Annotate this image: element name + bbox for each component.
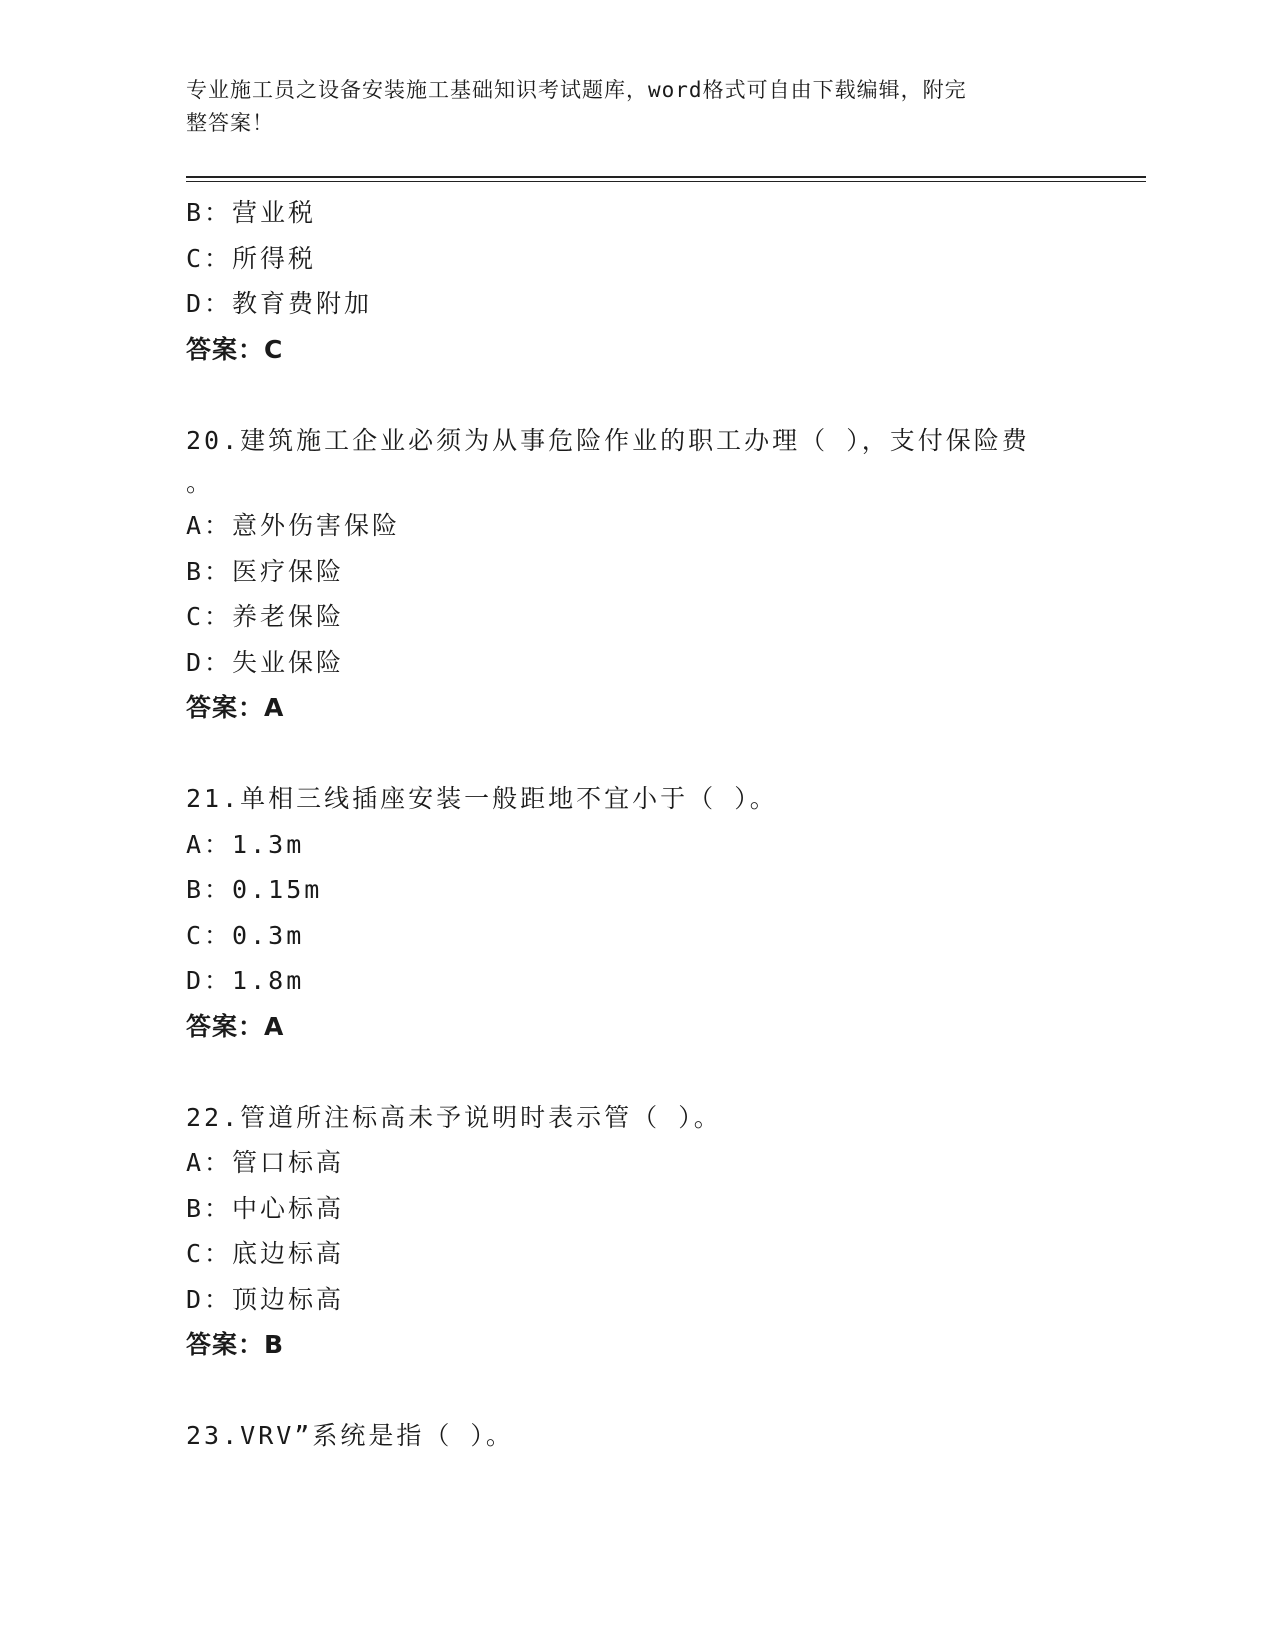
- question-stem: 23.VRV”系统是指（ ）。: [186, 1421, 514, 1450]
- option-a: A：管口标高: [186, 1148, 345, 1177]
- option-d: D：失业保险: [186, 647, 345, 677]
- question-stem: 22.管道所注标高未予说明时表示管（ ）。: [186, 1102, 722, 1132]
- question-block-21: [186, 776, 1086, 1049]
- header-line-2: 整答案！: [186, 111, 274, 135]
- question-stem: 20.建筑施工企业必须为从事危险作业的职工办理（ ），支付保险费: [186, 425, 1030, 455]
- header-line-1: 专业施工员之设备安装施工基础知识考试题库，word格式可自由下载编辑，附完: [186, 78, 967, 102]
- option-c: C：所得税: [186, 243, 317, 273]
- answer-line: 答案：B: [186, 1330, 285, 1359]
- question-block-prev: [186, 190, 1086, 372]
- question-stem: 21.单相三线插座安装一般距地不宜小于（ ）。: [186, 784, 778, 813]
- option-b: B：中心标高: [186, 1193, 345, 1223]
- option-b: B：医疗保险: [186, 556, 345, 586]
- question-block-22: [186, 1095, 1086, 1368]
- document-header: [186, 74, 1066, 140]
- answer-line: 答案：A: [186, 1011, 285, 1041]
- option-a: A：意外伤害保险: [186, 511, 401, 540]
- answer-line: 答案：A: [186, 693, 285, 722]
- answer-line: 答案：C: [186, 334, 284, 364]
- option-c: C：养老保险: [186, 602, 345, 631]
- option-d: D：教育费附加: [186, 289, 373, 318]
- header-divider-thin: [186, 181, 1146, 182]
- option-d: D：顶边标高: [186, 1284, 345, 1314]
- option-b: B：0.15m: [186, 875, 323, 904]
- option-b: B：营业税: [186, 198, 317, 227]
- question-block-23: [186, 1413, 1086, 1459]
- question-block-20: [186, 418, 1086, 731]
- header-divider-thick: [186, 176, 1146, 178]
- question-list: [186, 190, 1086, 1459]
- option-d: D：1.8m: [186, 966, 305, 995]
- option-c: C：底边标高: [186, 1239, 345, 1268]
- option-c: C：0.3m: [186, 920, 305, 950]
- option-a: A：1.3m: [186, 829, 305, 859]
- question-stem-continuation: 。: [186, 468, 212, 497]
